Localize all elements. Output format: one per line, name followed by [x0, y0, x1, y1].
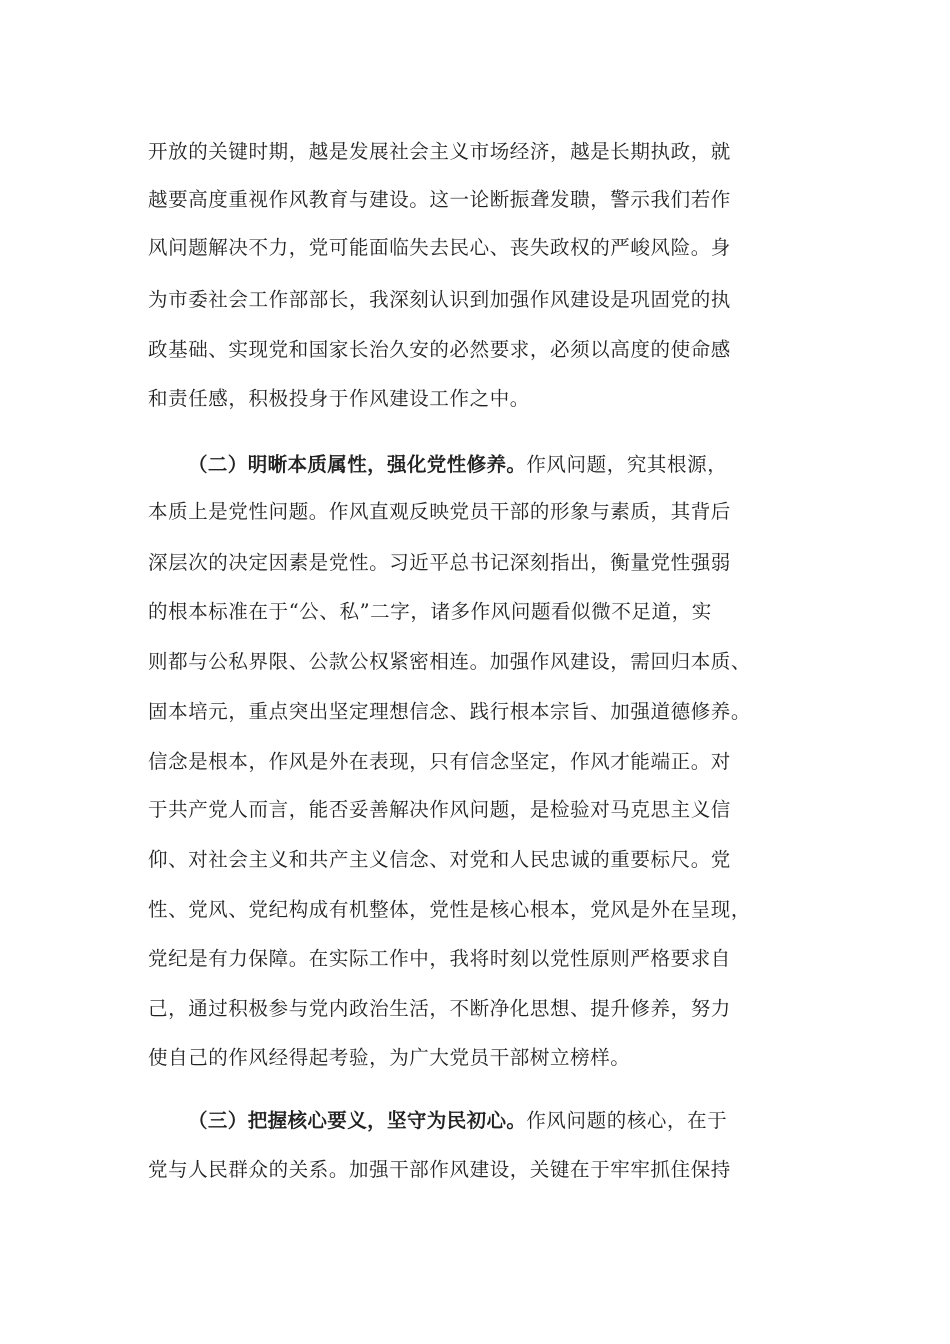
- paragraph-2-line: 的根本标准在于“公、私”二字，诸多作风问题看似微不足道，实: [148, 600, 712, 623]
- section-heading: （三）把握核心要义，坚守为民初心。: [188, 1109, 527, 1132]
- paragraph-2-line: 深层次的决定因素是党性。习近平总书记深刻指出，衡量党性强弱: [148, 551, 731, 574]
- paragraph-3-first-line: [188, 1109, 727, 1133]
- paragraph-1-line: 越要高度重视作风教育与建设。这一论断振聋发聩，警示我们若作: [148, 188, 731, 211]
- paragraph-2-first-line: [188, 453, 727, 477]
- section-heading: （二）明晰本质属性，强化党性修养。: [188, 453, 527, 476]
- paragraph-2-line: 信念是根本，作风是外在表现，只有信念坚定，作风才能端正。对: [148, 750, 731, 773]
- paragraph-1-line: 开放的关键时期，越是发展社会主义市场经济，越是长期执政，就: [148, 140, 731, 163]
- paragraph-2-line: 本质上是党性问题。作风直观反映党员干部的形象与素质，其背后: [148, 500, 731, 523]
- paragraph-2-line: 仰、对社会主义和共产主义信念、对党和人民忠诚的重要标尺。党: [148, 848, 731, 871]
- paragraph-2-first-line-text: 作风问题，究其根源，: [526, 453, 728, 476]
- paragraph-2-line: 固本培元，重点突出坚定理想信念、践行根本宗旨、加强道德修养。: [148, 700, 752, 723]
- paragraph-1-line: 政基础、实现党和国家长治久安的必然要求，必须以高度的使命感: [148, 338, 731, 361]
- paragraph-1-line: 风问题解决不力，党可能面临失去民心、丧失政权的严峻风险。身: [148, 236, 731, 259]
- paragraph-2-line: 性、党风、党纪构成有机整体，党性是核心根本，党风是外在呈现，: [148, 898, 752, 921]
- paragraph-2-line: 于共产党人而言，能否妥善解决作风问题，是检验对马克思主义信: [148, 798, 731, 821]
- paragraph-2-line: 党纪是有力保障。在实际工作中，我将时刻以党性原则严格要求自: [148, 947, 731, 970]
- paragraph-2-line: 己，通过积极参与党内政治生活，不断净化思想、提升修养，努力: [148, 997, 731, 1020]
- paragraph-1-line: 和责任感，积极投身于作风建设工作之中。: [148, 387, 530, 410]
- paragraph-3-first-line-text: 作风问题的核心，在于: [526, 1109, 728, 1132]
- paragraph-1-line: 为市委社会工作部部长，我深刻认识到加强作风建设是巩固党的执: [148, 288, 731, 311]
- paragraph-2-line: 使自己的作风经得起考验，为广大党员干部树立榜样。: [148, 1046, 631, 1069]
- paragraph-3-line: 党与人民群众的关系。加强干部作风建设，关键在于牢牢抓住保持: [148, 1158, 731, 1181]
- paragraph-2-line: 则都与公私界限、公款公权紧密相连。加强作风建设，需回归本质、: [148, 650, 752, 673]
